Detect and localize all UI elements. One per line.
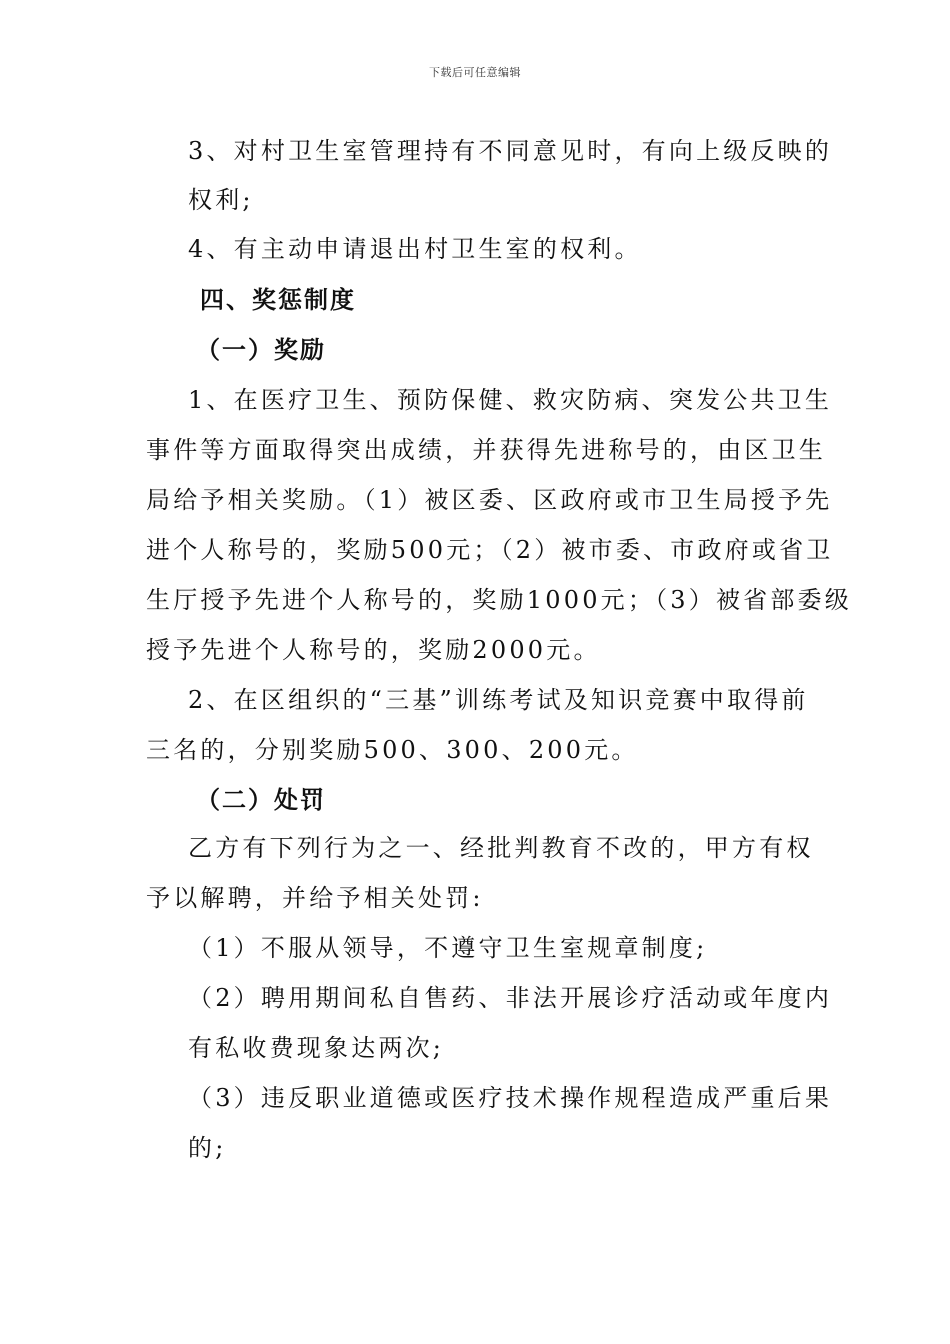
reward-paragraph-1-line-3: 局给予相关奖励。（1）被区委、区政府或市卫生局授予先 [146,486,833,514]
rights-item-3-cont: 权利; [188,186,254,214]
penalty-item-2-line-1: （2）聘用期间私自售药、非法开展诊疗活动或年度内 [188,984,833,1012]
reward-paragraph-1-line-2: 事件等方面取得突出成绩，并获得先进称号的，由区卫生 [146,436,826,464]
rights-item-3: 3、对村卫生室管理持有不同意见时，有向上级反映的 [188,137,833,165]
penalty-item-3-line-1: （3）违反职业道德或医疗技术操作规程造成严重后果 [188,1084,833,1112]
reward-paragraph-2-line-1: 2、在区组织的“三基”训练考试及知识竞赛中取得前 [188,686,809,714]
page-header: 下载后可任意编辑 [429,66,521,79]
penalty-intro-line-1: 乙方有下列行为之一、经批判教育不改的，甲方有权 [188,834,814,862]
penalty-item-1: （1）不服从领导，不遵守卫生室规章制度; [188,934,708,962]
reward-paragraph-1-line-4: 进个人称号的，奖励500元；（2）被市委、市政府或省卫 [146,536,834,564]
penalty-item-2-line-2: 有私收费现象达两次; [188,1034,445,1062]
subsection-heading-rewards: （一）奖励 [196,336,326,364]
rights-item-4: 4、有主动申请退出村卫生室的权利。 [188,235,642,263]
reward-paragraph-1-line-5: 生厅授予先进个人称号的，奖励1000元；（3）被省部委级 [146,586,852,614]
reward-paragraph-2-line-2: 三名的，分别奖励500、300、200元。 [146,736,639,764]
section-heading-rewards-penalties: 四、奖惩制度 [200,286,356,314]
penalty-item-3-line-2: 的; [188,1134,227,1162]
reward-paragraph-1-line-6: 授予先进个人称号的，奖励2000元。 [146,636,601,664]
penalty-intro-line-2: 予以解聘，并给予相关处罚: [146,884,484,912]
reward-paragraph-1-line-1: 1、在医疗卫生、预防保健、救灾防病、突发公共卫生 [188,386,833,414]
subsection-heading-penalties: （二）处罚 [196,786,326,814]
